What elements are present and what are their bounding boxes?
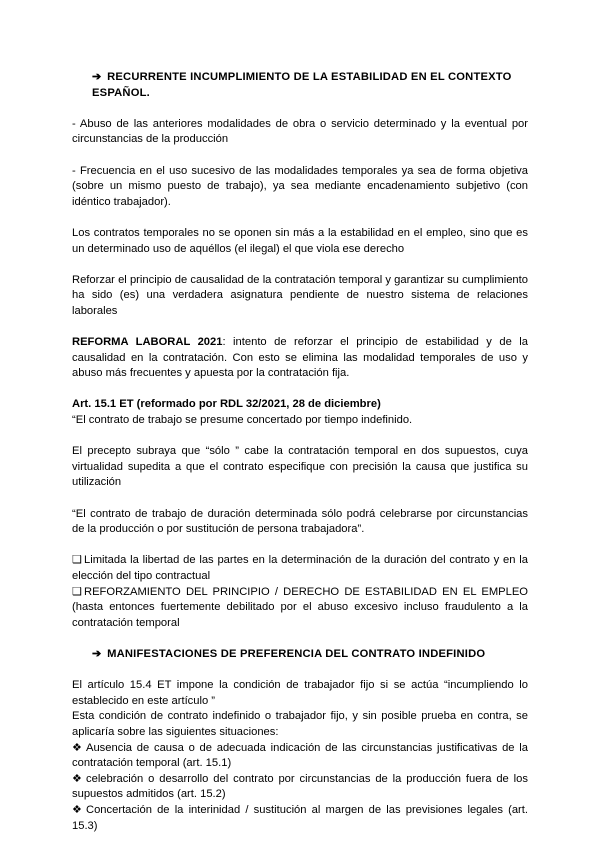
section-title: MANIFESTACIONES DE PREFERENCIA DEL CONTRATO INDEFINIDO xyxy=(107,647,486,660)
arrow-icon: ➔ xyxy=(92,71,102,83)
document-body xyxy=(72,70,528,834)
diamond-bullet-icon: ❖ xyxy=(72,803,82,816)
paragraph-condicion-indefinido: Esta condición de contrato indefinido o trabajador fijo, y sin posible prueba en contra, se aplicaría sobre las siguientes situaciones: xyxy=(72,710,528,738)
reforma-label: REFORMA LABORAL 2021 xyxy=(72,336,223,349)
checklist-item xyxy=(72,553,528,584)
checklist-item-text: Limitada la libertad de las partes en la determinación de la duración del contrato y en la elección del tipo contractual xyxy=(72,554,528,582)
paragraph-precepto: El precepto subraya que “sólo ” cabe la contratación temporal en dos supuestos, cuya virtualidad supedita a que el contrato especifique con precisión la causa que justifica su utilización xyxy=(72,445,528,489)
paragraph-duracion-determinada: “El contrato de trabajo de duración determinada sólo podrá celebrarse por circunstancias de la producción o por sustitución de persona trabajadora”. xyxy=(72,507,528,536)
situation-item-text: Ausencia de causa o de adecuada indicación de las circunstancias justificativas de la contratación temporal (art. 15.1) xyxy=(72,741,528,770)
paragraph-articulo-15-4: El artículo 15.4 ET impone la condición de trabajador fijo si se actúa “incumpliendo lo establecido en este artículo ” xyxy=(72,679,528,707)
checklist-item xyxy=(72,585,528,632)
paragraph-contratos-temporales: Los contratos temporales no se oponen sin más a la estabilidad en el empleo, sino que es un determinado uso de aquéllos (el ilegal) el que viola ese derecho xyxy=(72,226,528,255)
situation-item xyxy=(72,741,528,772)
paragraph-abuso: - Abuso de las anteriores modalidades de obra o servicio determinado y la eventual por circunstancias de la producción xyxy=(72,117,528,146)
checkbox-bullet-icon: ❑ xyxy=(72,554,83,567)
paragraph-reforzar: Reforzar el principio de causalidad de la contratación temporal y garantizar su cumplimiento ha sido (es) una verdadera asignatura pendiente de nuestro sistema de relaciones laborales xyxy=(72,273,528,317)
paragraph-frecuencia: - Frecuencia en el uso sucesivo de las modalidades temporales ya sea de forma objetiva (sobre un mismo puesto de trabajo), ya sea mediante encadenamiento subjetivo (con idéntico trabajador). xyxy=(72,164,528,208)
section-heading-estabilidad xyxy=(92,70,528,101)
diamond-bullet-icon: ❖ xyxy=(72,772,82,785)
situation-item-text: celebración o desarrollo del contrato por circunstancias de la producción fuera de los supuestos admitidos (art. 15.2) xyxy=(72,772,528,801)
checklist-item-text: REFORZAMIENTO DEL PRINCIPIO / DERECHO DE ESTABILIDAD EN EL EMPLEO (hasta entonces fuertemente debilitado por el abuso excesivo incluso fraudulento a la contratación temporal xyxy=(72,585,528,629)
section-heading-preferencia xyxy=(92,647,528,663)
article-title: Art. 15.1 ET (reformado por RDL 32/2021, 28 de diciembre) xyxy=(72,398,381,411)
situation-item xyxy=(72,772,528,803)
situation-item-text: Concertación de la interinidad / sustitución al margen de las previsiones legales (art. 15.3) xyxy=(72,803,528,832)
arrow-icon: ➔ xyxy=(92,647,102,660)
diamond-bullet-icon: ❖ xyxy=(72,741,82,754)
situation-item xyxy=(72,803,528,834)
checkbox-bullet-icon: ❑ xyxy=(72,585,83,598)
section-title: RECURRENTE INCUMPLIMIENTO DE LA ESTABILIDAD EN EL CONTEXTO ESPAÑOL. xyxy=(92,71,512,99)
article-quote: “El contrato de trabajo se presume concertado por tiempo indefinido. xyxy=(72,414,413,427)
paragraph-reforma-laboral xyxy=(72,335,528,382)
reforma-text: : intento de reforzar el principio de estabilidad y de la causalidad en la contratación. Con esto se elimina las modalidad temporales de uso y abuso más frecuentes y apuesta por la contratación fija. xyxy=(72,336,528,380)
